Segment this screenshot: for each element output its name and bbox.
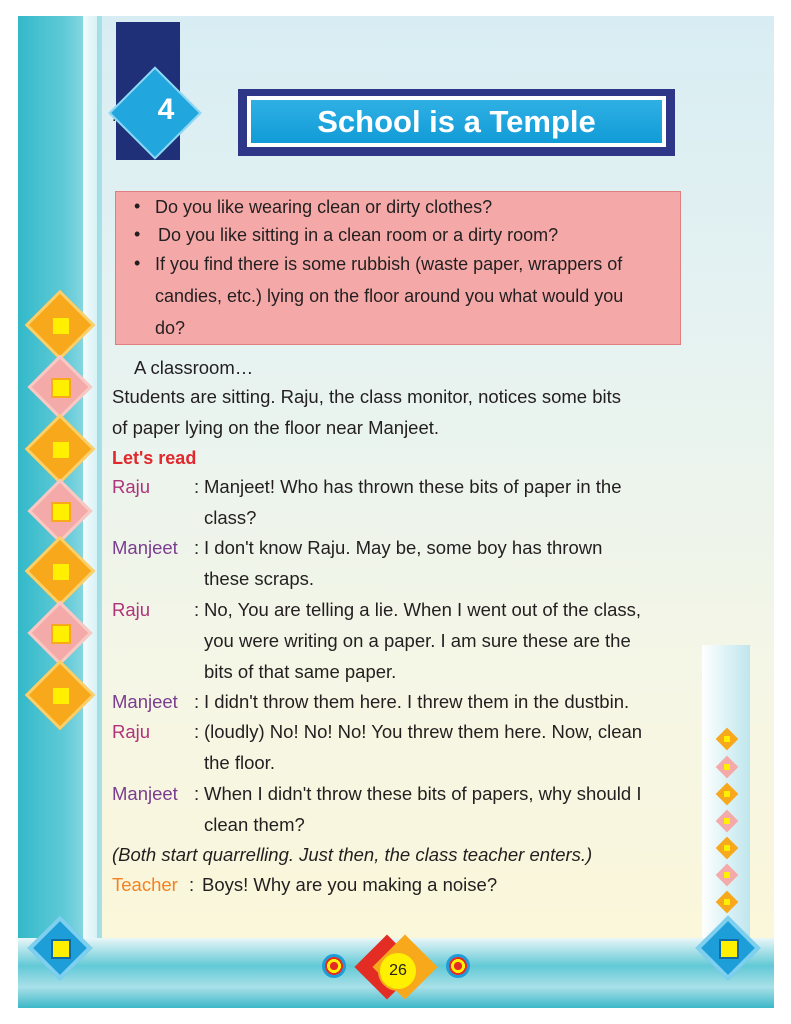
speaker-colon: : [194,599,200,620]
speaker-raju: Raju [112,721,151,742]
bottom-left-corner-square [51,939,71,959]
stage-direction: (Both start quarrelling. Just then, the class teacher enters.) [112,844,593,865]
dialogue-line: I don't know Raju. May be, some boy has thrown [204,537,603,558]
dialogue-line: clean them? [204,814,305,835]
dialogue-line: bits of that same paper. [204,661,397,682]
question-3-line-3: do? [155,318,186,338]
intro-line-2: Students are sitting. Raju, the class monitor, notices some bits [112,386,621,407]
dialogue-line: I didn't throw them here. I threw them in the dustbin. [204,691,630,712]
question-bullet: • [134,196,141,216]
dialogue-line: these scraps. [204,568,315,589]
intro-line-3: of paper lying on the floor near Manjeet. [112,417,440,438]
dialogue-line: No, You are telling a lie. When I went out of the class, [204,599,642,620]
speaker-raju: Raju [112,599,151,620]
bottom-right-corner-square [719,939,739,959]
right-bullseye-icon [446,954,470,978]
question-3-line-1: If you find there is some rubbish (waste paper, wrappers of [155,254,623,274]
left-bullseye-icon [322,954,346,978]
left-stripe [83,16,97,946]
speaker-colon: : [194,476,200,497]
speaker-colon: : [194,783,200,804]
speaker-colon: : [194,537,200,558]
speaker-manjeet: Manjeet [112,537,178,558]
question-bullet: • [134,253,141,273]
question-1: Do you like wearing clean or dirty clothes? [155,197,493,217]
question-3-line-2: candies, etc.) lying on the floor around you what would you [155,286,624,306]
speaker-colon: : [189,874,195,895]
speaker-raju: Raju [112,476,151,497]
speaker-teacher: Teacher [112,874,178,895]
page [18,16,774,1008]
dialogue-line: (loudly) No! No! No! You threw them here. Now, clean [204,721,643,742]
speaker-colon: : [194,691,200,712]
dialogue-line: the floor. [204,752,275,773]
speaker-manjeet: Manjeet [112,691,178,712]
dialogue-line: Boys! Why are you making a noise? [202,874,498,895]
speaker-manjeet: Manjeet [112,783,178,804]
question-bullet: • [134,224,141,244]
chapter-title: School is a Temple [251,100,662,143]
speaker-colon: : [194,721,200,742]
dialogue-line: class? [204,507,257,528]
dialogue-line: Manjeet! Who has thrown these bits of paper in the [204,476,622,497]
page-number: 26 [378,951,418,991]
question-2: Do you like sitting in a clean room or a dirty room? [158,225,559,245]
chapter-number: 4 [157,93,175,126]
dialogue-line: When I didn't throw these bits of papers, why should I [204,783,642,804]
intro-line-1: A classroom… [134,357,254,378]
dialogue-line: you were writing on a paper. I am sure these are the [204,630,631,651]
lets-read-heading: Let's read [112,448,197,468]
